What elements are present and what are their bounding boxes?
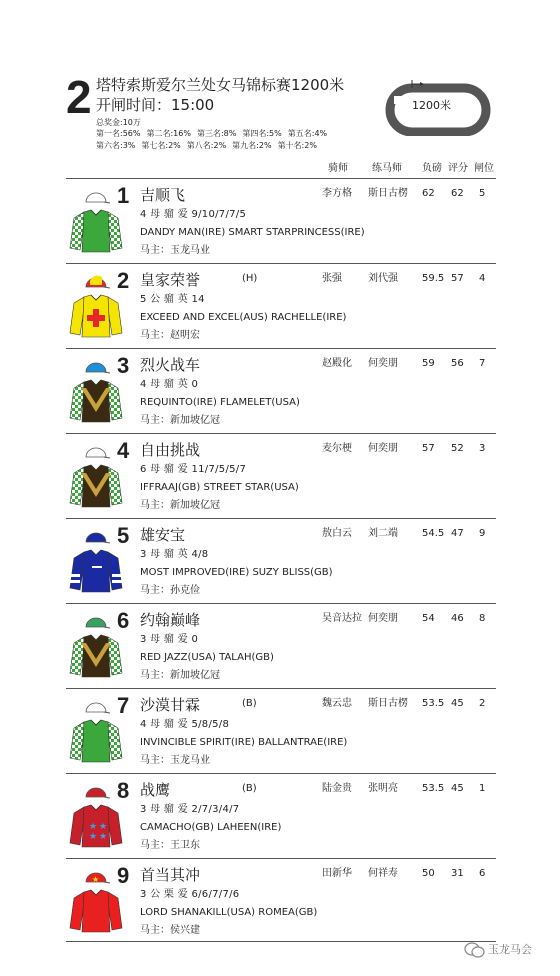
weight-value: 53.5: [422, 698, 445, 709]
track-diagram: [384, 74, 494, 136]
divider: [66, 688, 496, 689]
runner-row: [66, 433, 496, 518]
horse-profile: 3 母 骝 英 4/8: [140, 549, 209, 560]
prize-share: 第七名:2%: [141, 141, 181, 150]
saddle-number: 3: [117, 353, 130, 378]
saddle-number: 6: [117, 608, 130, 633]
rating-value: 47: [451, 528, 464, 539]
runner-row: [66, 688, 496, 773]
jockey-name: 赵殿化: [322, 358, 352, 369]
horse-owner: 马主：新加坡亿冠: [140, 500, 220, 511]
draw-value: 6: [479, 868, 486, 879]
prize-share: 第九名:2%: [232, 141, 272, 150]
weight-value: 54.5: [422, 528, 445, 539]
horse-name: 吉顺飞: [140, 186, 186, 204]
horse-pedigree: CAMACHO(GB) LAHEEN(IRE): [140, 822, 282, 833]
horse-owner: 马主：玉龙马业: [140, 755, 210, 766]
draw-value: 2: [479, 698, 486, 709]
svg-text:★: ★: [99, 822, 108, 832]
divider: [66, 773, 496, 774]
jockey-name: 陆金贵: [322, 783, 352, 794]
draw-value: 3: [479, 443, 486, 454]
horse-pedigree: DANDY MAN(IRE) SMART STARPRINCESS(IRE): [140, 227, 365, 238]
wechat-icon: [464, 941, 486, 959]
svg-text:★: ★: [92, 875, 100, 884]
divider: [66, 348, 496, 349]
jockey-name: 吴音达拉: [322, 613, 362, 624]
trainer-name: 张明亮: [368, 783, 398, 794]
runner-row: [66, 773, 496, 858]
rating-value: 57: [451, 273, 464, 284]
divider: [66, 433, 496, 434]
trainer-name: 何奕朋: [368, 358, 398, 369]
horse-profile: 4 母 骝 英 0: [140, 379, 199, 390]
horse-name: 自由挑战: [140, 441, 201, 459]
jockey-name: 麦尔梗: [322, 443, 352, 454]
horse-owner: 马主：王卫东: [140, 840, 200, 851]
gear-tag: (B): [242, 783, 257, 794]
jockey-name: 张强: [322, 273, 342, 284]
horse-owner: 马主：孙克俭: [140, 585, 200, 596]
saddle-number: 5: [117, 523, 130, 548]
rating-value: 46: [451, 613, 464, 624]
svg-text:★: ★: [89, 832, 98, 842]
race-number: 2: [66, 71, 92, 123]
horse-pedigree: IFFRAAJ(GB) STREET STAR(USA): [140, 482, 299, 493]
track-distance-label: 1200米: [412, 99, 451, 112]
divider: [66, 178, 496, 179]
column-header-trainer: 练马师: [372, 163, 402, 174]
rating-value: 62: [451, 188, 464, 199]
horse-pedigree: REQUINTO(IRE) FLAMELET(USA): [140, 397, 300, 408]
race-start-time: 开闸时间：15:00: [96, 96, 215, 114]
runner-row: [66, 263, 496, 348]
horse-profile: 4 母 骝 爱 5/8/5/8: [140, 719, 230, 730]
divider: [66, 263, 496, 264]
horse-name: 皇家荣誉: [140, 271, 201, 289]
runner-row: [66, 178, 496, 263]
draw-value: 1: [479, 783, 486, 794]
horse-name: 首当其冲: [140, 866, 201, 884]
divider: [66, 603, 496, 604]
prize-distribution-row-1: [96, 128, 333, 139]
saddle-number: 7: [117, 693, 130, 718]
divider: [66, 518, 496, 519]
prize-share: 第六名:3%: [96, 141, 136, 150]
prize-share: 第三名:8%: [196, 129, 237, 138]
horse-name: 约翰巅峰: [140, 611, 201, 629]
jockey-name: 李方格: [322, 188, 352, 199]
saddle-number: 2: [117, 268, 130, 293]
horse-profile: 3 公 栗 爱 6/6/7/7/6: [140, 889, 240, 900]
horse-name: 沙漠甘霖: [140, 696, 201, 714]
trainer-name: 斯日古楞: [368, 698, 408, 709]
trainer-name: 刘代强: [368, 273, 398, 284]
horse-profile: 6 母 骝 爱 11/7/5/5/7: [140, 464, 247, 475]
horse-owner: 马主：赵明宏: [140, 330, 200, 341]
column-header-rating: 评分: [448, 163, 468, 174]
runner-row: [66, 858, 496, 943]
draw-value: 8: [479, 613, 486, 624]
gear-tag: (H): [242, 273, 258, 284]
column-header-weight: 负磅: [422, 163, 442, 174]
runner-row: [66, 603, 496, 688]
column-header-draw: 闸位: [474, 163, 494, 174]
trainer-name: 何祥寿: [368, 868, 398, 879]
horse-profile: 4 母 骝 爱 9/10/7/7/5: [140, 209, 247, 220]
draw-value: 5: [479, 188, 486, 199]
trainer-name: 刘二端: [368, 528, 398, 539]
trainer-name: 斯日古楞: [368, 188, 408, 199]
rating-value: 45: [451, 698, 464, 709]
draw-value: 7: [479, 358, 486, 369]
horse-pedigree: RED JAZZ(USA) TALAH(GB): [140, 652, 274, 663]
saddle-number: 9: [117, 863, 130, 888]
jockey-name: 敖白云: [322, 528, 352, 539]
watermark-text: 玉龙马会: [488, 943, 532, 956]
prize-share: 第十名:2%: [277, 141, 317, 150]
horse-name: 烈火战车: [140, 356, 201, 374]
weight-value: 59.5: [422, 273, 445, 284]
saddle-number: 4: [117, 438, 130, 463]
horse-profile: 3 母 骝 爱 0: [140, 634, 199, 645]
rating-value: 31: [451, 868, 464, 879]
trainer-name: 何奕朋: [368, 613, 398, 624]
jockey-name: 魏云忠: [322, 698, 352, 709]
trainer-name: 何奕朋: [368, 443, 398, 454]
prize-share: 第八名:2%: [186, 141, 227, 150]
divider: [66, 941, 496, 942]
rating-value: 45: [451, 783, 464, 794]
divider: [66, 858, 496, 859]
draw-value: 4: [479, 273, 486, 284]
horse-pedigree: EXCEED AND EXCEL(AUS) RACHELLE(IRE): [140, 312, 347, 323]
horse-name: 雄安宝: [140, 526, 186, 544]
horse-pedigree: MOST IMPROVED(IRE) SUZY BLISS(GB): [140, 567, 333, 578]
horse-owner: 马主：新加坡亿冠: [140, 415, 220, 426]
prize-share: 第五名:4%: [287, 129, 328, 138]
runner-row: [66, 348, 496, 433]
saddle-number: 1: [117, 183, 130, 208]
weight-value: 59: [422, 358, 435, 369]
horse-owner: 马主：玉龙马业: [140, 245, 210, 256]
weight-value: 53.5: [422, 783, 445, 794]
horse-profile: 5 公 骝 英 14: [140, 294, 205, 305]
horse-owner: 马主：侯兴建: [140, 925, 200, 936]
rating-value: 56: [451, 358, 464, 369]
svg-text:★: ★: [99, 832, 108, 842]
saddle-number: 8: [117, 778, 130, 803]
horse-owner: 马主：新加坡亿冠: [140, 670, 220, 681]
draw-value: 9: [479, 528, 486, 539]
prize-distribution-row-2: [96, 140, 323, 151]
prize-share: 第四名:5%: [242, 129, 282, 138]
svg-text:★: ★: [89, 822, 98, 832]
horse-name: 战鹰: [140, 781, 171, 799]
watermark: [462, 940, 556, 960]
prize-share: 第二名:16%: [146, 129, 191, 138]
weight-value: 50: [422, 868, 435, 879]
weight-value: 62: [422, 188, 435, 199]
rating-value: 52: [451, 443, 464, 454]
runner-row: [66, 518, 496, 603]
weight-value: 57: [422, 443, 435, 454]
horse-pedigree: INVINCIBLE SPIRIT(IRE) BALLANTRAE(IRE): [140, 737, 348, 748]
race-purse: 总奖金:10万: [96, 118, 141, 127]
horse-pedigree: LORD SHANAKILL(USA) ROMEA(GB): [140, 907, 318, 918]
gear-tag: (B): [242, 698, 257, 709]
horse-profile: 3 母 骝 爱 2/7/3/4/7: [140, 804, 240, 815]
weight-value: 54: [422, 613, 435, 624]
jockey-name: 田新华: [322, 868, 352, 879]
prize-share: 第一名:56%: [96, 129, 141, 138]
race-title: 塔特索斯爱尔兰处女马锦标赛1200米: [96, 76, 345, 94]
column-header-jockey: 骑师: [328, 163, 348, 174]
